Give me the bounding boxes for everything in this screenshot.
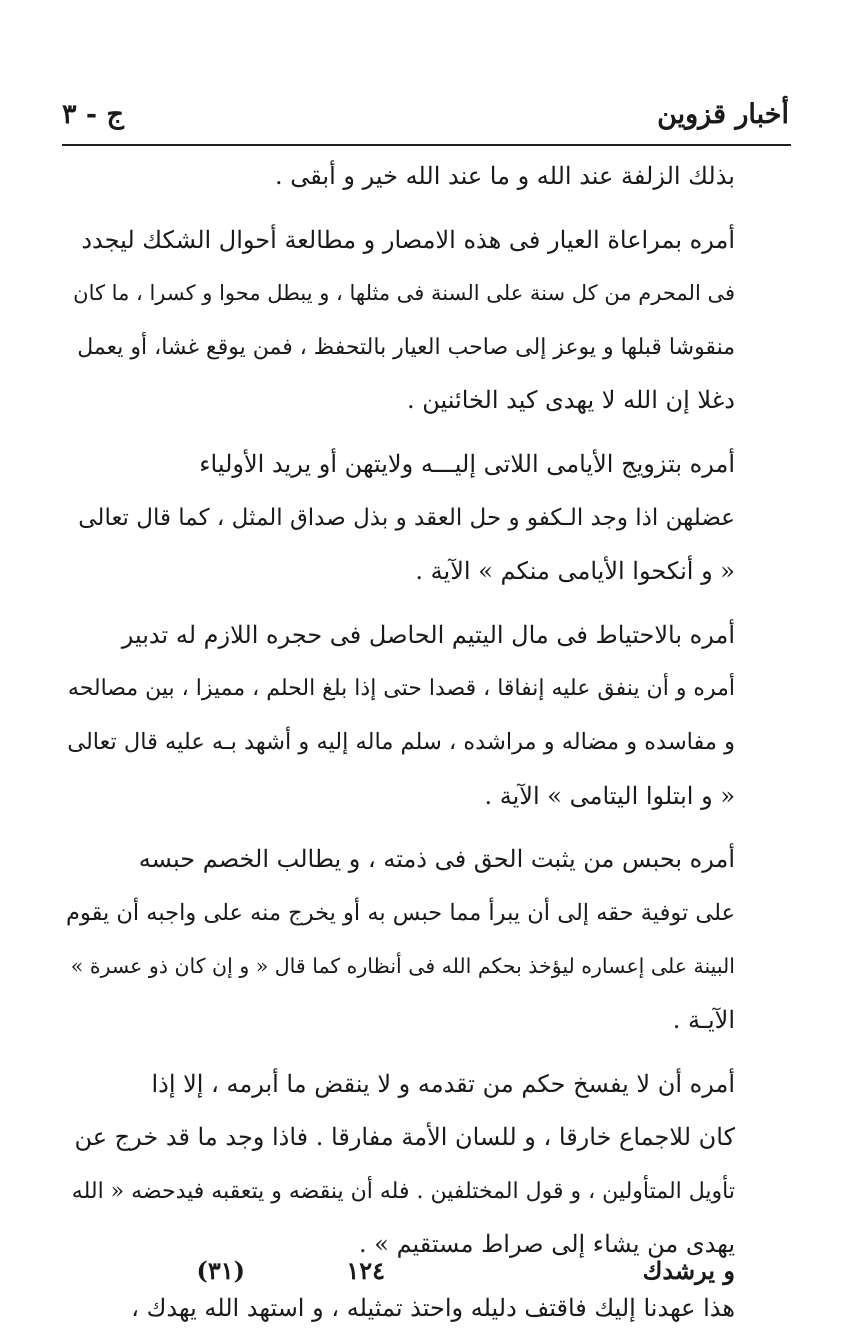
text-body: [66, 150, 735, 1335]
volume-label: ج - ٣: [62, 98, 124, 130]
text-line: الآيـة .: [672, 1005, 735, 1034]
text-line: أمره بالاحتياط فى مال اليتيم الحاصل فى حجره اللازم له تدبير: [121, 620, 735, 649]
text-line: فى المحرم من كل سنة على السنة فى مثلها ، و يبطل محوا و كسرا ، ما كان: [73, 281, 735, 306]
text-line: كان للاجماع خارقا ، و للسان الأمة مفارقا . فاذا وجد ما قد خرج عن: [74, 1123, 735, 1152]
text-line: و مفاسده و مضاله و مراشده ، سلم ماله إليه و أشهد بـه عليه قال تعالى: [67, 728, 735, 755]
text-line: بذلك الزلفة عند الله و ما عند الله خير و أبقى .: [275, 162, 735, 190]
text-line: البينة على إعساره ليؤخذ بحكم الله فى أنظاره كما قال « و إن كان ذو عسرة »: [70, 954, 735, 979]
running-header: [62, 92, 789, 136]
text-line: منقوشا قبلها و يوعز إلى صاحب العيار بالتحفظ ، فمن يوقع غشا، أو يعمل: [77, 334, 735, 360]
page-footer: [80, 1256, 735, 1296]
text-line: يهدى من يشاء إلى صراط مستقيم » .: [359, 1230, 735, 1259]
text-line: أمره و أن ينفق عليه إنفاقا ، قصدا حتى إذا بلغ الحلم ، مميزا ، بين مصالحه: [67, 676, 735, 702]
text-line: دغلا إن الله لا يهدى كيد الخائنين .: [407, 386, 735, 415]
text-line: أمره بتزويج الأيامى اللاتى إليـــه ولايتهن أو يريد الأولياء: [199, 449, 735, 478]
catchword: و يرشدك: [642, 1256, 735, 1285]
page-number: ١٢٤: [346, 1256, 385, 1285]
text-line: أمره بمراعاة العيار فى هذه الامصار و مطالعة أحوال الشكك ليجدد: [81, 225, 735, 254]
signature-mark: (٣١): [196, 1256, 245, 1285]
text-line: « و أنكحوا الأيامى منكم » الآية .: [415, 557, 735, 586]
text-line: عضلهن اذا وجد الـكفو و حل العقد و بذل صداق المثل ، كما قال تعالى: [78, 504, 735, 531]
book-title: أخبار قزوين: [657, 98, 789, 130]
text-line: هذا عهدنا إليك فاقتف دليله واحتذ تمثيله ، و استهد الله يهدك ،: [131, 1293, 735, 1322]
text-line: أمره بحبس من يثبت الحق فى ذمته ، و يطالب الخصم حبسه: [138, 845, 735, 874]
text-line: تأويل المتأولين ، و قول المختلفين . فله أن ينقضه و يتعقبه فيدحضه « الله: [71, 1178, 735, 1204]
text-line: « و ابتلوا اليتامى » الآية .: [484, 781, 735, 810]
text-line: أمره أن لا يفسخ حكم من تقدمه و لا ينقض ما أبرمه ، إلا إذا: [151, 1069, 735, 1098]
header-rule: [62, 144, 791, 146]
text-line: على توفية حقه إلى أن يبرأ مما حبس به أو يخرج منه على واجبه أن يقوم: [66, 899, 735, 926]
